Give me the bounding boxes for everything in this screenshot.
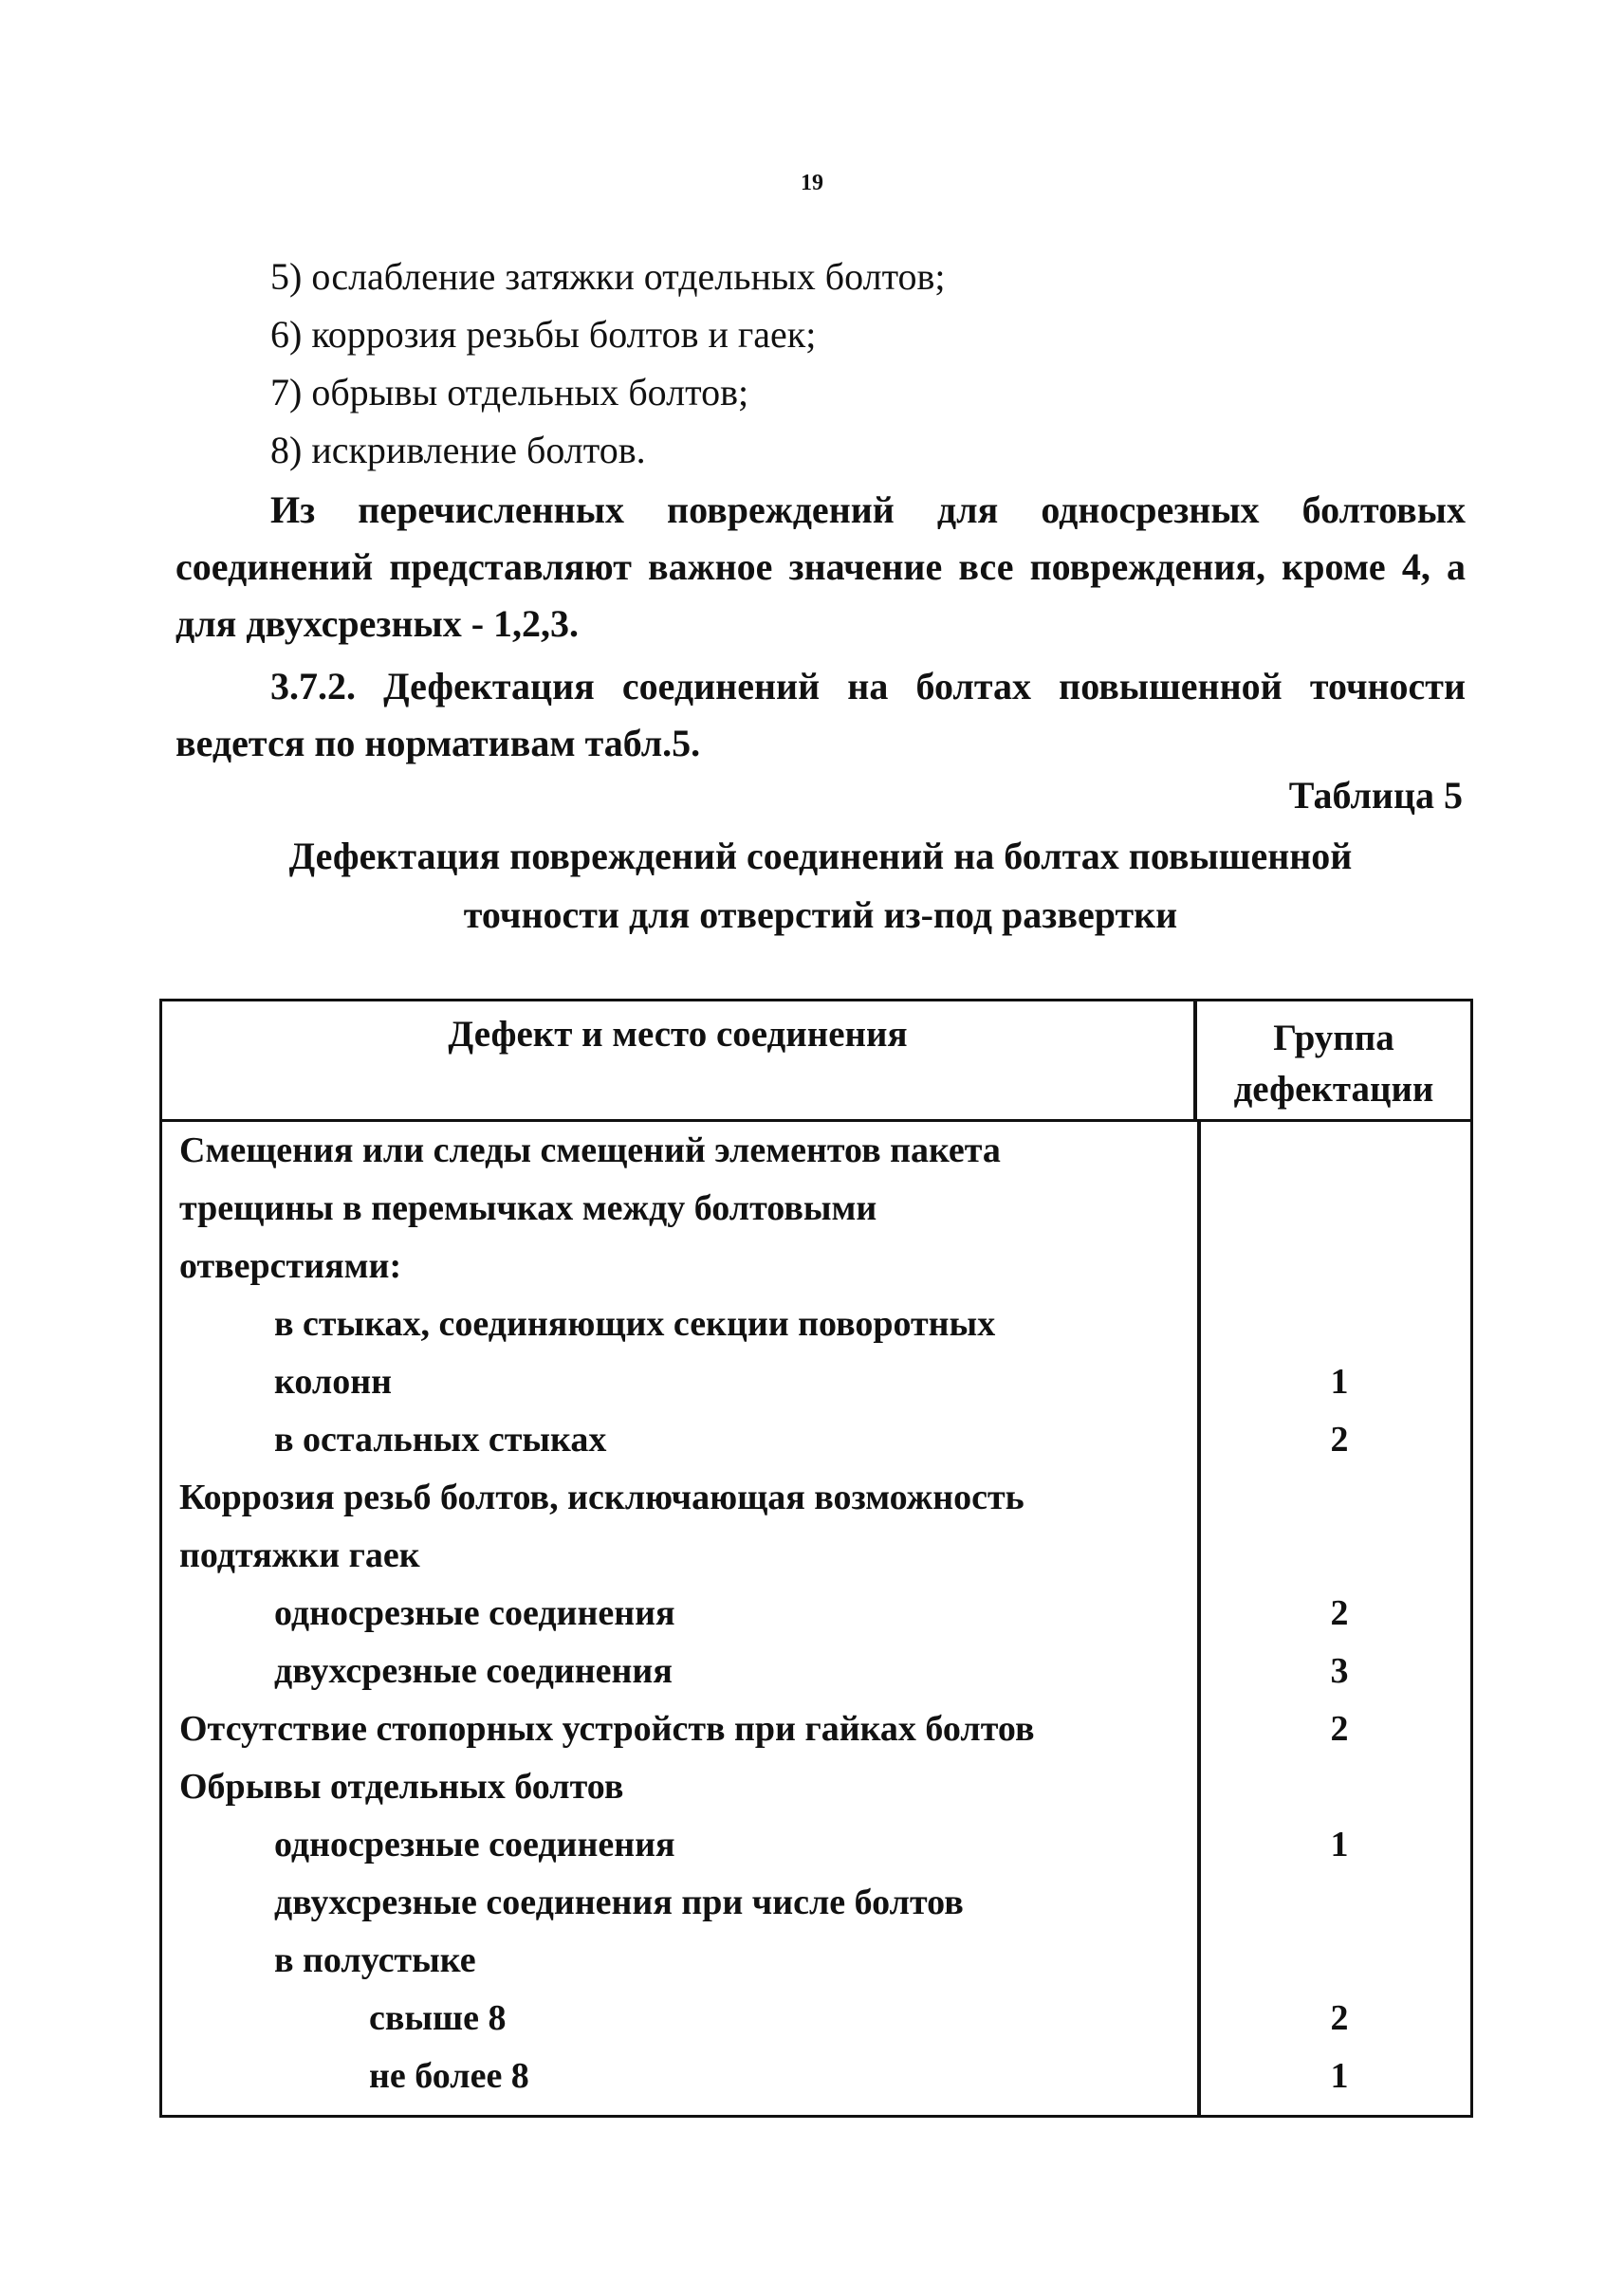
table-row [162,1643,1470,1700]
defect-cell: Смещения или следы смещений элементов пакета [179,1130,1001,1170]
table-row [162,1180,1470,1238]
header-group-line-1: Группа [1273,1018,1394,1058]
defect-cell: двухсрезные соединения при числе болтов [274,1883,964,1922]
group-cell: 1 [1330,1362,1349,1402]
group-cell [1197,1527,1470,1585]
list-item: 8) искривление болтов. [270,429,646,471]
damage-list [175,248,1466,480]
group-cell: 1 [1330,1825,1349,1864]
table-row [162,1585,1470,1643]
table-row [162,1816,1470,1874]
group-cell [1197,1874,1470,1932]
defect-cell: односрезные соединения [274,1593,675,1633]
group-cell: 2 [1330,1709,1349,1749]
paragraph-damages-importance: Из перечисленных повреждений для односрезных болтовых соединений представляют важное значение все повреждения, кроме 4, а для двухсрезных - 1,2,3. [175,488,1466,645]
table-row [162,1122,1470,1180]
table-title-line-2: точности для отверстий из-под развертки [463,893,1178,936]
group-cell [1197,1469,1470,1527]
defect-cell: подтяжки гаек [179,1535,420,1575]
defect-cell: Отсутствие стопорных устройств при гайках болтов [179,1709,1035,1749]
table-header [162,1001,1470,1122]
defect-cell: Обрывы отдельных болтов [179,1767,624,1807]
defect-cell: колонн [274,1362,393,1402]
defect-cell: не более 8 [369,2056,529,2096]
defect-cell: в стыках, соединяющих секции поворотных [274,1304,996,1344]
defect-cell: трещины в перемычках между болтовыми [179,1188,877,1228]
defect-cell: свыше 8 [369,1998,507,2038]
column-divider [1197,1122,1201,2118]
table-row [162,1990,1470,2048]
group-cell: 2 [1330,1998,1349,2038]
paragraph-section-3-7-2: 3.7.2. Дефектация соединений на болтах повышенной точности ведется по нормативам табл.5. [175,665,1466,764]
table-row [162,1527,1470,1585]
defect-cell: Коррозия резьб болтов, исключающая возможность [179,1478,1024,1517]
table-title-line-1: Дефектация повреждений соединений на болтах повышенной [288,835,1353,877]
list-item: 7) обрывы отдельных болтов; [270,371,749,413]
defect-cell: отверстиями: [179,1246,402,1286]
group-cell [1197,1932,1470,1990]
group-cell [1197,1180,1470,1238]
group-cell [1197,1758,1470,1816]
header-defect: Дефект и место соединения [162,1001,1197,1119]
header-group-line-2: дефектации [1233,1069,1434,1110]
defect-table [159,999,1473,2118]
table-row [162,1295,1470,1353]
table-title [175,827,1466,945]
table-row [162,1469,1470,1527]
table-row [162,1874,1470,1932]
list-item: 5) ослабление затяжки отдельных болтов; [270,255,946,298]
table-row [162,1758,1470,1816]
group-cell [1197,1295,1470,1353]
table-row [162,1932,1470,1990]
table-row [162,1411,1470,1469]
table-body [162,1122,1470,2118]
group-cell: 1 [1330,2056,1349,2096]
page-number: 19 [801,171,823,195]
defect-cell: двухсрезные соединения [274,1651,673,1691]
list-item: 6) коррозия резьбы болтов и гаек; [270,313,817,356]
defect-cell: односрезные соединения [274,1825,675,1864]
defect-cell: в остальных стыках [274,1420,607,1460]
group-cell: 2 [1330,1420,1349,1460]
header-group [1197,1001,1470,1119]
table-row [162,1353,1470,1411]
group-cell [1197,1238,1470,1295]
group-cell: 3 [1330,1651,1349,1691]
group-cell: 2 [1330,1593,1349,1633]
table-row [162,1238,1470,1295]
table-row [162,2048,1470,2105]
table-row [162,1700,1470,1758]
group-cell [1197,1122,1470,1180]
table-caption: Таблица 5 [1288,774,1463,817]
defect-cell: в полустыке [274,1940,476,1980]
